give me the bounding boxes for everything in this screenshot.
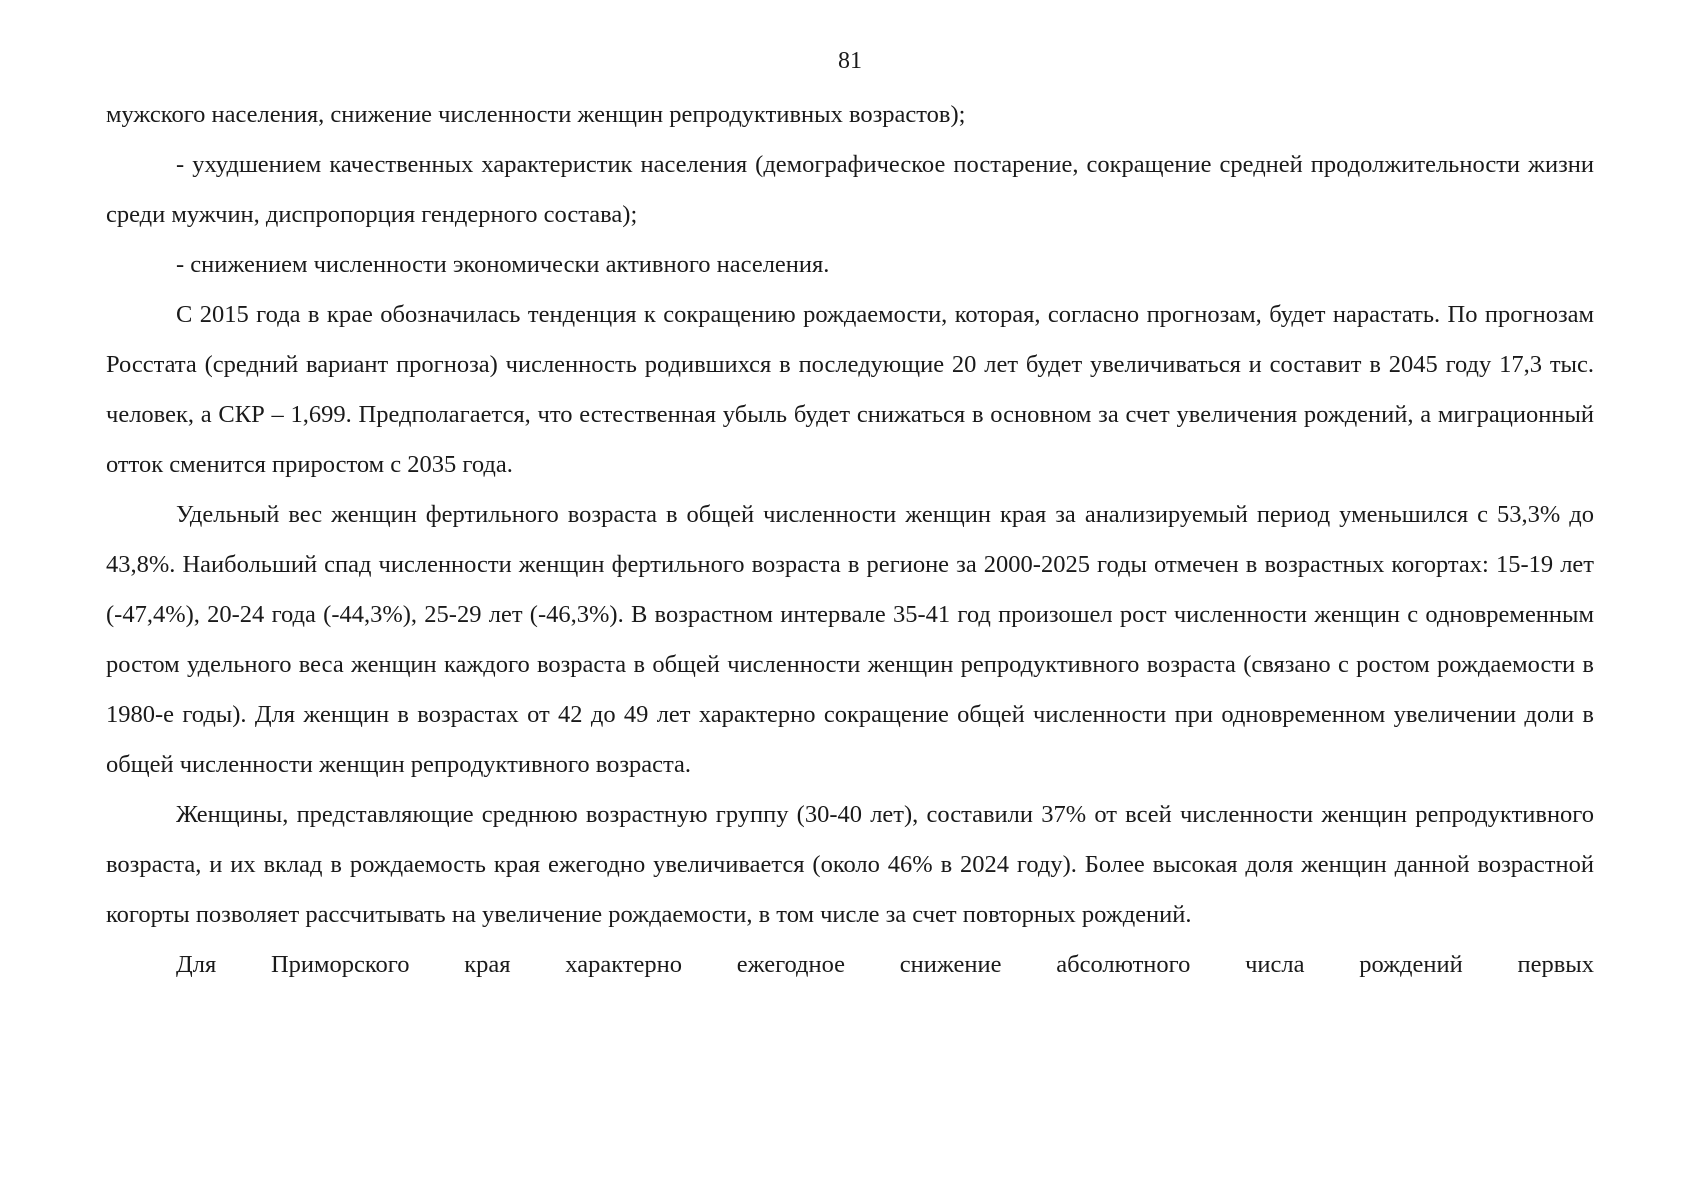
paragraph-bullet-quality: - ухудшением качественных характеристик населения (демографическое постарение, сокращение средней продолжительности жизни среди мужчин, диспропорция гендерного состава); (106, 151, 1594, 228)
document-page (106, 0, 1594, 1200)
paragraph-continuation: мужского населения, снижение численности женщин репродуктивных возрастов); (106, 101, 966, 128)
paragraph-first-births: Для Приморского края характерно ежегодное снижение абсолютного числа рождений первых (176, 951, 1594, 978)
paragraph-fertile-women: Удельный вес женщин фертильного возраста в общей численности женщин края за анализируемый период уменьшился с 53,3% до 43,8%. Наибольший спад численности женщин фертильного возраста в регионе за 2000-2025 годы отмечен в возрастных когортах: 15-19 лет (-47,4%), 20-24 года (-44,3%), 25-29 лет (-46,3%). В возрастном интервале 35-41 год произошел рост численности женщин с одновременным ростом удельного веса женщин каждого возраста в общей численности женщин репродуктивного возраста (связано с ростом рождаемости в 1980-е годы). Для женщин в возрастах от 42 до 49 лет характерно сокращение общей численности при одновременном увеличении доли в общей численности женщин репродуктивного возраста. (106, 501, 1594, 778)
paragraph-bullet-economic: - снижением численности экономически активного населения. (176, 251, 830, 278)
body-text (106, 90, 1594, 990)
paragraph-middle-age-group: Женщины, представляющие среднюю возрастную группу (30-40 лет), составили 37% от всей численности женщин репродуктивного возраста, и их вклад в рождаемость края ежегодно увеличивается (около 46% в 2024 году). Более высокая доля женщин данной возрастной когорты позволяет рассчитывать на увеличение рождаемости, в том числе за счет повторных рождений. (106, 801, 1594, 928)
page-number: 81 (838, 48, 862, 74)
paragraph-birth-rate-trend: С 2015 года в крае обозначилась тенденция к сокращению рождаемости, которая, согласно прогнозам, будет нарастать. По прогнозам Росстата (средний вариант прогноза) численность родившихся в последующие 20 лет будет увеличиваться и составит в 2045 году 17,3 тыс. человек, а СКР – 1,699. Предполагается, что естественная убыль будет снижаться в основном за счет увеличения рождений, а миграционный отток сменится приростом с 2035 года. (106, 301, 1594, 478)
